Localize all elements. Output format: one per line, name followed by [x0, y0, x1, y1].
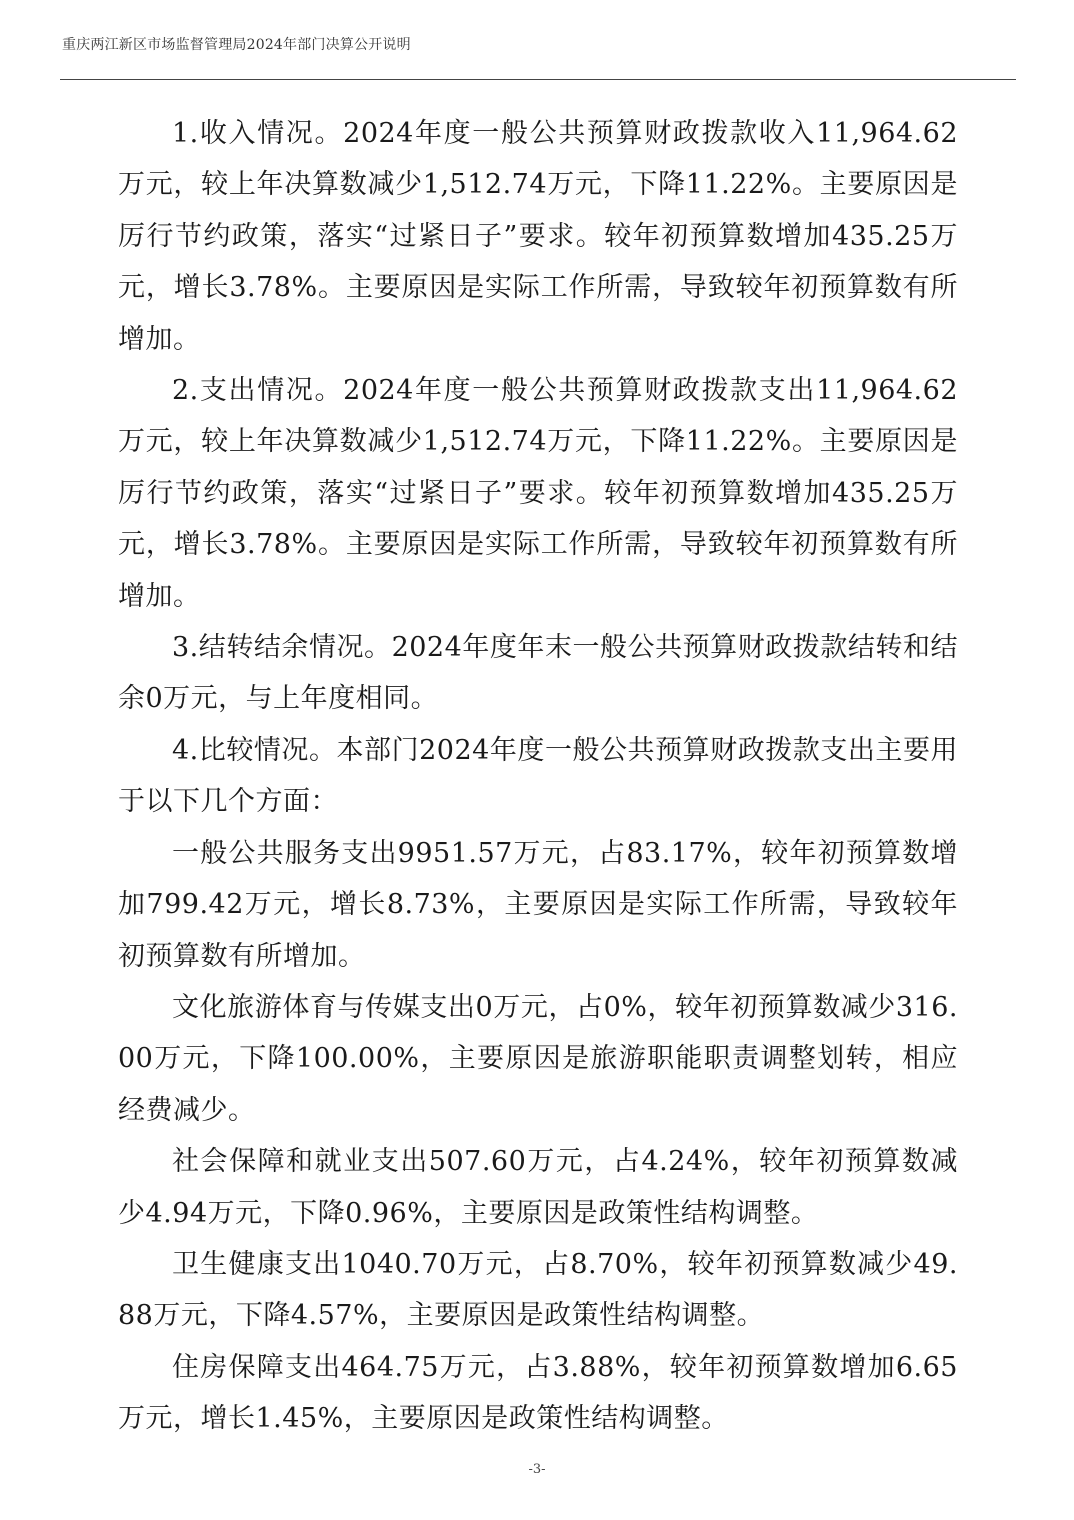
paragraph-expenditure: 2.支出情况。2024年度一般公共预算财政拨款支出11,964.62万元，较上年决算数减少1,512.74万元，下降11.22%。主要原因是厉行节约政策，落实“过紧日子”要求。较年初预算数增加435.25万元，增长3.78%。主要原因是实际工作所需，导致较年初预算数有所增加。: [118, 375, 958, 612]
header-title: 重庆两江新区市场监督管理局2024年部门决算公开说明: [62, 37, 411, 53]
page-header: [60, 30, 1016, 80]
paragraph-comparison: 4.比较情况。本部门2024年度一般公共预算财政拨款支出主要用于以下几个方面：: [118, 734, 958, 818]
page-number: -3-: [528, 1462, 546, 1477]
paragraph-housing: 住房保障支出464.75万元，占3.88%，较年初预算数增加6.65万元，增长1.45%，主要原因是政策性结构调整。: [118, 1351, 958, 1435]
paragraph-social-security: 社会保障和就业支出507.60万元，占4.24%，较年初预算数减少4.94万元，下降0.96%，主要原因是政策性结构调整。: [118, 1146, 958, 1229]
paragraph-carryover: 3.结转结余情况。2024年度年末一般公共预算财政拨款结转和结余0万元，与上年度相同。: [118, 632, 958, 715]
document-body: [118, 108, 958, 1445]
paragraph-income: 1.收入情况。2024年度一般公共预算财政拨款收入11,964.62万元，较上年决算数减少1,512.74万元，下降11.22%。主要原因是厉行节约政策，落实“过紧日子”要求。较年初预算数增加435.25万元，增长3.78%。主要原因是实际工作所需，导致较年初预算数有所增加。: [118, 118, 958, 355]
paragraph-general-public-services: 一般公共服务支出9951.57万元，占83.17%，较年初预算数增加799.42万元，增长8.73%，主要原因是实际工作所需，导致较年初预算数有所增加。: [118, 837, 958, 972]
paragraph-culture-tourism: 文化旅游体育与传媒支出0万元，占0%，较年初预算数减少316.00万元，下降100.00%，主要原因是旅游职能职责调整划转，相应经费减少。: [118, 991, 958, 1126]
paragraph-health: 卫生健康支出1040.70万元，占8.70%，较年初预算数减少49.88万元，下降4.57%，主要原因是政策性结构调整。: [118, 1248, 958, 1332]
